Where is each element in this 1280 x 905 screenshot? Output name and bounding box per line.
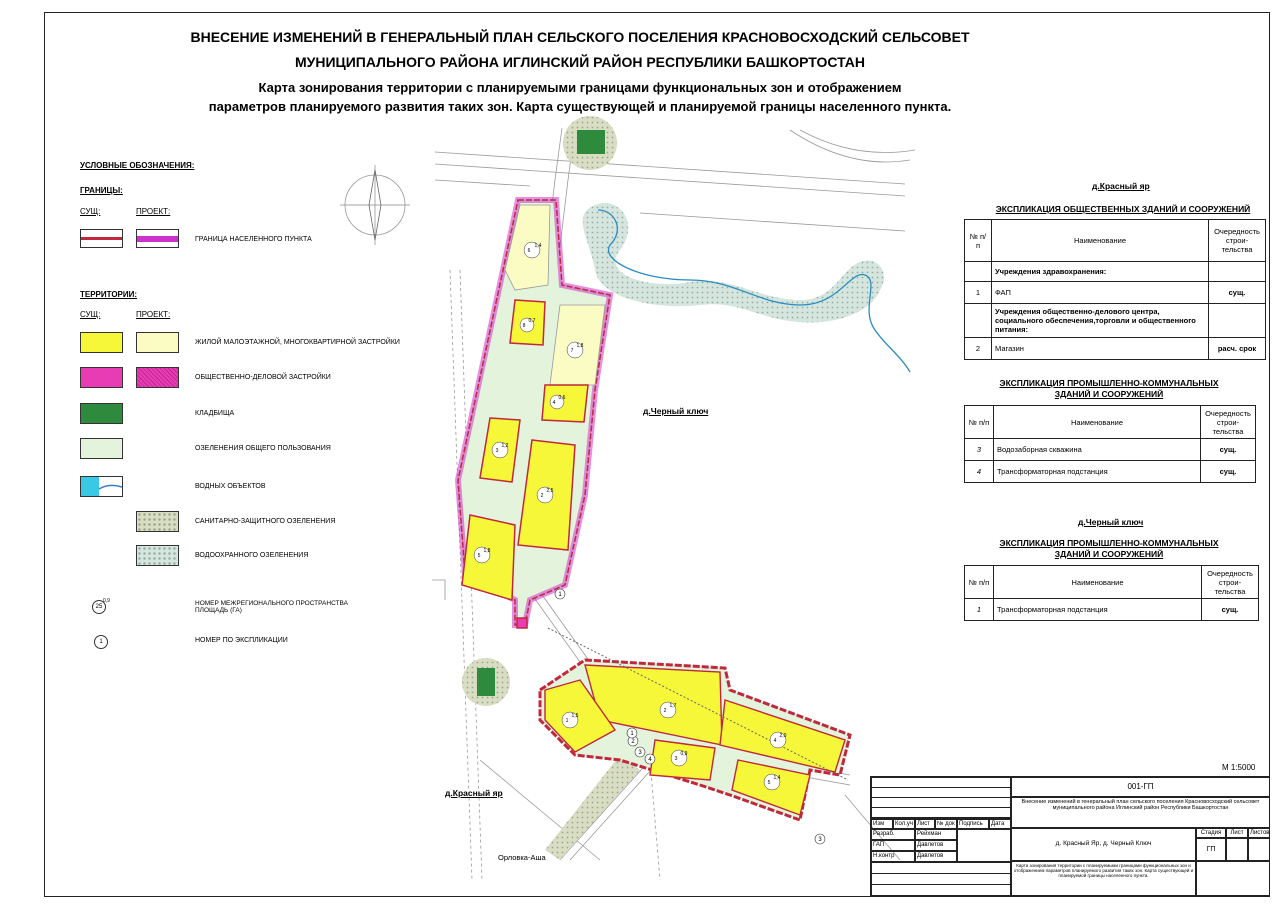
subtitle-line-2: параметров планируемого развития таких зон. Карта существующей и планируемой границы населенного пункта. — [208, 99, 952, 114]
stamp-h-sign: Подпись — [957, 819, 989, 829]
row-order: сущ. — [1201, 461, 1256, 483]
waterprotect-green-belt — [583, 203, 884, 322]
legend-item-sanitary: САНИТАРНО-ЗАЩИТНОГО ОЗЕЛЕНЕНИЯ — [195, 518, 336, 525]
stamp-h-izm: Изм — [871, 819, 893, 829]
stamp-name-2: Давлетов — [915, 840, 957, 851]
col-num-header: № п/п — [965, 406, 994, 439]
stamp-sheet-desc: Карта зонирования территории с планируемыми границами функциональных зон и отображением параметров планируемого развития таких зон. Карта существующей и планируемой границы населенного пункта. — [1011, 861, 1196, 896]
legend-item-public: ОБЩЕСТВЕННО-ДЕЛОВОЙ ЗАСТРОЙКИ — [195, 374, 331, 381]
marker-1-north: 1 — [558, 592, 562, 598]
block-4n-num: 4 — [552, 400, 556, 406]
village-label-black-key: д.Черный ключ — [643, 406, 709, 416]
zone-number-sample-text: 25 — [95, 604, 103, 610]
block-8-area: 0,7 — [528, 318, 536, 324]
block-8-num: 8 — [522, 323, 526, 329]
red-yar-heading: д.Красный яр — [1092, 181, 1150, 191]
legend-existing-label-2: СУЩ: — [80, 310, 101, 319]
row-num: 4 — [965, 461, 994, 483]
row-name: Учреждения общественно-делового центра, социального обеспечения,торговли и общественного питания: — [992, 304, 1209, 338]
red-yar-public-table — [964, 219, 1266, 360]
block-7-area: 1,8 — [576, 343, 584, 349]
row-num: 1 — [965, 282, 992, 304]
stamp-sheets-cell — [1248, 838, 1270, 861]
block-7-num: 7 — [570, 348, 574, 354]
col-name-header: Наименование — [992, 220, 1209, 262]
col-name-header: Наименование — [994, 566, 1202, 599]
row-order — [1209, 262, 1266, 282]
col-order-header: Очередность строи-тельства — [1209, 220, 1266, 262]
stamp-code: 001-ГП — [1011, 777, 1270, 797]
block-2s-num: 2 — [663, 708, 667, 714]
row-num: 1 — [965, 599, 994, 621]
legend-item-cemetery: КЛАДБИЩА — [195, 410, 235, 417]
legend-border-label: ГРАНИЦА НАСЕЛЕННОГО ПУНКТА — [195, 236, 312, 243]
cemetery-south — [477, 668, 495, 696]
block-4s-area: 2,0 — [779, 733, 787, 739]
legend-item-water: ВОДНЫХ ОБЪЕКТОВ — [195, 483, 266, 490]
block-6-num: 6 — [527, 248, 531, 254]
row-num — [965, 262, 992, 282]
block-4n-area: 0,6 — [558, 395, 566, 401]
block-1s-num: 1 — [565, 718, 569, 724]
stamp-role-1: Разраб. — [871, 829, 915, 840]
legend-explication-number: НОМЕР ПО ЭКСПЛИКАЦИИ — [195, 637, 288, 644]
stamp-object: д. Красный Яр, д. Черный Ключ — [1011, 828, 1196, 861]
red-yar-public-title: ЭКСПЛИКАЦИЯ ОБЩЕСТВЕННЫХ ЗДАНИЙ И СООРУЖЕНИЙ — [995, 204, 1251, 214]
stamp-role-3: Н.контр — [871, 851, 915, 862]
stamp-h-kol: Кол.уч — [895, 821, 913, 827]
legend-existing-label: СУЩ: — [80, 207, 101, 216]
stamp-h-list: Лист — [915, 819, 935, 829]
main-title-line-1: ВНЕСЕНИЕ ИЗМЕНЕНИЙ В ГЕНЕРАЛЬНЫЙ ПЛАН СЕЛЬСКОГО ПОСЕЛЕНИЯ КРАСНОВОСХОДСКИЙ СЕЛЬСОВЕТ — [190, 29, 970, 45]
stamp-role-2: ГАП — [871, 840, 915, 851]
row-name: ФАП — [992, 282, 1209, 304]
block-2n-num: 2 — [540, 493, 544, 499]
north-arrow-icon — [340, 165, 410, 245]
col-order-header: Очередность строи-тельства — [1202, 566, 1259, 599]
legend-project-label: ПРОЕКТ: — [136, 207, 171, 216]
block-5s-num: 5 — [767, 780, 771, 786]
stamp-stage: ГП — [1196, 838, 1226, 861]
row-num — [965, 304, 992, 338]
stamp-sheet-label: Лист — [1226, 828, 1248, 838]
stamp-logo-cell — [1196, 861, 1270, 896]
block-5n-num: 5 — [477, 553, 481, 559]
legend-heading: УСЛОВНЫЕ ОБОЗНАЧЕНИЯ: — [80, 161, 195, 170]
row-name: Трансформаторная подстанция — [994, 599, 1202, 621]
row-order — [1209, 304, 1266, 338]
stamp-name-3: Давлетов — [915, 851, 957, 862]
row-order: сущ. — [1201, 439, 1256, 461]
row-name: Учреждения здравохранения: — [992, 262, 1209, 282]
col-num-header: № п/п — [965, 566, 994, 599]
cemetery-north — [577, 130, 605, 154]
red-yar-industrial-title-1: ЭКСПЛИКАЦИЯ ПРОМЫШЛЕННО-КОММУНАЛЬНЫХ — [999, 378, 1219, 388]
map-scale: М 1:5000 — [1222, 763, 1256, 772]
block-2n-area: 2,5 — [546, 488, 554, 494]
block-3n-num: 3 — [495, 448, 499, 454]
row-order: расч. срок — [1209, 338, 1266, 360]
marker-3-east: 3 — [818, 837, 822, 843]
marker-4: 4 — [648, 757, 652, 763]
row-num: 3 — [965, 439, 994, 461]
black-key-industrial-title-2: ЗДАНИЙ И СООРУЖЕНИЙ — [1054, 549, 1164, 559]
stamp-revision-grid — [871, 777, 1011, 819]
stamp-stage-label: Стадия — [1196, 828, 1226, 838]
title-block — [870, 776, 1270, 896]
marker-2: 2 — [631, 739, 635, 745]
row-order: сущ. — [1202, 599, 1259, 621]
legend-project-label-2: ПРОЕКТ: — [136, 310, 171, 319]
stamp-name-1: Рейхман — [915, 829, 957, 840]
stamp-sign-area — [957, 829, 1011, 862]
stamp-sheets-label: Листов — [1250, 830, 1270, 836]
block-4s-num: 4 — [773, 738, 777, 744]
legend-borders-heading: ГРАНИЦЫ: — [80, 186, 123, 195]
black-key-industrial-table — [964, 565, 1259, 621]
row-num: 2 — [965, 338, 992, 360]
explication-number-sample-text: 1 — [99, 639, 103, 645]
legend-zone-number: НОМЕР МЕЖРЕГИОНАЛЬНОГО ПРОСТРАНСТВА ПЛОЩАДЬ (ГА) — [195, 600, 348, 614]
block-2s-area: 1,7 — [669, 703, 677, 709]
row-order: сущ. — [1209, 282, 1266, 304]
stamp-sheet-cell — [1226, 838, 1248, 861]
block-5n-area: 1,8 — [483, 548, 491, 554]
legend-item-waterprotect: ВОДООХРАННОГО ОЗЕЛЕНЕНИЯ — [195, 552, 309, 559]
legend-item-residential: ЖИЛОЙ МАЛОЭТАЖНОЙ, МНОГОКВАРТИРНОЙ ЗАСТРОЙКИ — [195, 339, 400, 346]
black-key-industrial-title-1: ЭКСПЛИКАЦИЯ ПРОМЫШЛЕННО-КОММУНАЛЬНЫХ — [999, 538, 1219, 548]
stamp-project-desc: Внесение изменений в генеральный план сельского поселения Красновосходский сельсовет муниципального района Иглинский район Республики Башкортостан — [1011, 797, 1270, 828]
row-name: Водозаборная скважина — [994, 439, 1201, 461]
legend-territories-heading: ТЕРРИТОРИИ: — [80, 290, 138, 299]
block-3s-num: 3 — [674, 756, 678, 762]
block-3s-area: 0,9 — [680, 751, 688, 757]
stamp-h-doc: № док — [935, 819, 957, 829]
row-name: Магазин — [992, 338, 1209, 360]
marker-3: 3 — [638, 750, 642, 756]
row-name: Трансформаторная подстанция — [994, 461, 1201, 483]
red-yar-industrial-table — [964, 405, 1256, 483]
stamp-extra-rows — [871, 862, 1011, 896]
col-order-header: Очередность строи-тельства — [1201, 406, 1256, 439]
subtitle-line-1: Карта зонирования территории с планируемыми границами функциональных зон и отображением — [258, 80, 902, 95]
zone-area-sample: 0,9 — [103, 598, 110, 604]
village-label-red-yar: д.Красный яр — [445, 788, 503, 798]
road-label: Орловка-Аша — [498, 853, 546, 862]
sanitary-green-strip — [545, 755, 640, 860]
block-1s-area: 1,5 — [571, 713, 579, 719]
marker-1-south: 1 — [630, 731, 634, 737]
col-num-header: № п/п — [965, 220, 992, 262]
main-title-line-2: МУНИЦИПАЛЬНОГО РАЙОНА ИГЛИНСКИЙ РАЙОН РЕСПУБЛИКИ БАШКОРТОСТАН — [294, 54, 866, 70]
block-5s-area: 1,4 — [773, 775, 781, 781]
black-key-heading: д.Черный ключ — [1078, 517, 1144, 527]
block-6-area: 1,4 — [534, 243, 542, 249]
red-yar-industrial-title-2: ЗДАНИЙ И СООРУЖЕНИЙ — [1054, 389, 1164, 399]
col-name-header: Наименование — [994, 406, 1201, 439]
stamp-h-date: Дата — [989, 819, 1011, 829]
legend-item-green: ОЗЕЛЕНЕНИЯ ОБЩЕГО ПОЛЬЗОВАНИЯ — [195, 445, 331, 452]
block-3n-area: 1,2 — [501, 443, 509, 449]
